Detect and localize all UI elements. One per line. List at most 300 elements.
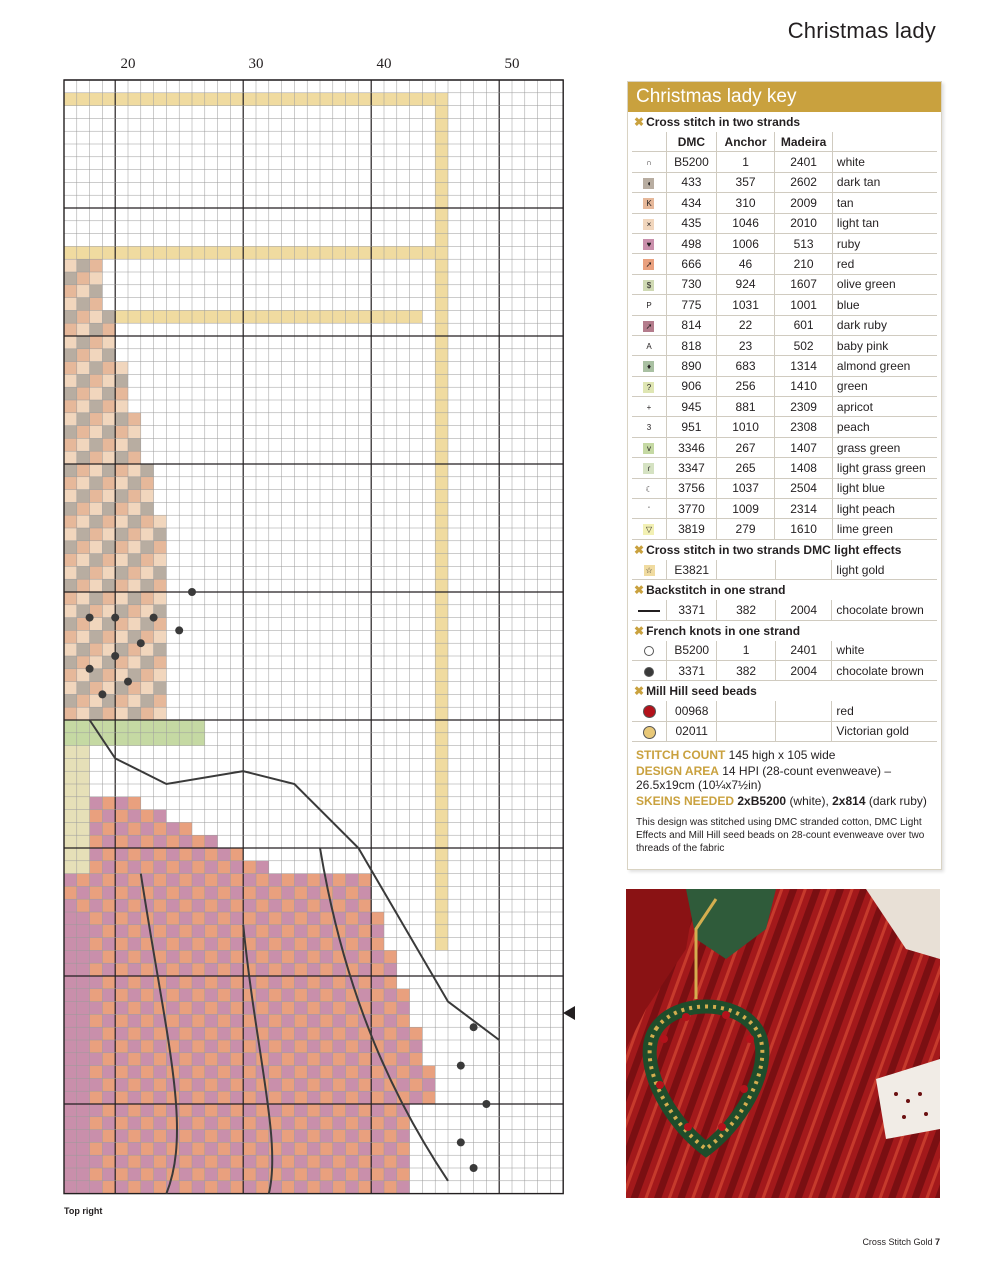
stitch-cell xyxy=(294,1066,307,1079)
stitch-cell xyxy=(77,323,90,336)
stitch-cell xyxy=(320,1091,333,1104)
stitch-cell xyxy=(282,938,295,951)
stitch-cell xyxy=(307,93,320,106)
stitch-cell xyxy=(192,1181,205,1194)
stitch-cell xyxy=(90,374,103,387)
french-knot xyxy=(86,614,94,622)
stitch-cell xyxy=(243,899,256,912)
stitch-cell xyxy=(102,1117,115,1130)
stitch-cell xyxy=(64,733,77,746)
stitch-cell xyxy=(102,310,115,323)
stitch-cell xyxy=(320,989,333,1002)
stitch-cell xyxy=(205,1104,218,1117)
stitch-cell xyxy=(307,1040,320,1053)
stitch-cell xyxy=(77,259,90,272)
design-area-value: 14 HPI (28-count evenweave) – 26.5x19cm (10¼x7½in) xyxy=(636,764,892,793)
stitch-cell xyxy=(192,1091,205,1104)
stitch-cell xyxy=(333,1142,346,1155)
stitched-photo xyxy=(626,889,940,1198)
stitch-cell xyxy=(77,963,90,976)
french-knot xyxy=(111,614,119,622)
thread-name: green xyxy=(832,376,937,396)
stitch-cell xyxy=(230,848,243,861)
stitch-cell xyxy=(90,464,103,477)
stitch-cell xyxy=(64,592,77,605)
stitch-cell xyxy=(192,925,205,938)
stitch-cell xyxy=(435,554,448,567)
stitch-cell xyxy=(77,515,90,528)
stitch-cell xyxy=(115,1066,128,1079)
stitch-cell xyxy=(102,349,115,362)
stitch-cell xyxy=(243,246,256,259)
key-row xyxy=(632,233,937,253)
stitch-cell xyxy=(154,886,167,899)
stitch-cell xyxy=(192,938,205,951)
stitch-cell xyxy=(102,400,115,413)
stitch-cell xyxy=(192,1168,205,1181)
key-row xyxy=(632,335,937,355)
stitch-cell xyxy=(435,182,448,195)
stitch-cell xyxy=(218,1002,231,1015)
stitch-cell xyxy=(141,490,154,503)
stitch-cell xyxy=(128,720,141,733)
stitch-cell xyxy=(128,886,141,899)
french-knot xyxy=(137,639,145,647)
stitch-cell xyxy=(64,669,77,682)
symbol-swatch xyxy=(632,315,666,335)
stitch-cell xyxy=(77,720,90,733)
stitch-cell xyxy=(397,246,410,259)
stitch-cell xyxy=(77,733,90,746)
stitch-cell xyxy=(307,1066,320,1079)
stitch-cell xyxy=(346,310,359,323)
stitch-cell xyxy=(166,733,179,746)
stitch-cell xyxy=(154,1130,167,1143)
dmc-code: 945 xyxy=(666,397,716,417)
thread-symbol-icon: ◖ xyxy=(643,178,654,189)
stitch-cell xyxy=(358,899,371,912)
stitch-cell xyxy=(154,1155,167,1168)
stitch-cell xyxy=(77,528,90,541)
stitch-cell xyxy=(397,1002,410,1015)
stitch-cell xyxy=(243,1091,256,1104)
stitch-cell xyxy=(410,1078,423,1091)
bead-icon xyxy=(632,701,667,721)
dmc-code: 3347 xyxy=(666,458,716,478)
stitch-cell xyxy=(243,1168,256,1181)
stitch-cell xyxy=(205,963,218,976)
stitch-cell xyxy=(179,1091,192,1104)
stitch-cell xyxy=(192,1053,205,1066)
stitch-cell xyxy=(192,1130,205,1143)
thread-name: almond green xyxy=(832,356,937,376)
stitch-cell xyxy=(435,464,448,477)
stitch-cell xyxy=(218,1014,231,1027)
stitch-cell xyxy=(435,784,448,797)
stitch-cell xyxy=(230,1066,243,1079)
stitch-cell xyxy=(230,1014,243,1027)
stitch-cell xyxy=(128,746,141,759)
stitch-cell xyxy=(192,976,205,989)
stitch-count-label: STITCH COUNT xyxy=(636,748,726,763)
stitch-cell xyxy=(346,912,359,925)
stitch-cell xyxy=(230,1040,243,1053)
stitch-cell xyxy=(179,1104,192,1117)
stitch-cell xyxy=(243,912,256,925)
stitch-cell xyxy=(141,1117,154,1130)
stitch-cell xyxy=(269,1142,282,1155)
stitch-cell xyxy=(269,950,282,963)
stitch-cell xyxy=(346,1040,359,1053)
stitch-cell xyxy=(64,1091,77,1104)
stitch-cell xyxy=(77,438,90,451)
stitch-cell xyxy=(320,963,333,976)
stitch-cell xyxy=(422,1078,435,1091)
stitch-cell xyxy=(77,93,90,106)
stitch-cell xyxy=(243,1130,256,1143)
stitch-cell xyxy=(102,387,115,400)
design-area-label: DESIGN AREA xyxy=(636,764,719,779)
cross-icon: ✖ xyxy=(634,623,645,638)
stitch-cell xyxy=(205,1117,218,1130)
stitch-cell xyxy=(205,976,218,989)
stitch-cell xyxy=(154,707,167,720)
stitch-cell xyxy=(154,758,167,771)
key-row xyxy=(632,152,937,172)
stitch-cell xyxy=(371,938,384,951)
stitch-cell xyxy=(282,1181,295,1194)
stitch-cell xyxy=(115,925,128,938)
stitch-cell xyxy=(64,746,77,759)
stitch-cell xyxy=(64,349,77,362)
stitch-cell xyxy=(307,976,320,989)
stitch-cell xyxy=(141,1155,154,1168)
french-knot xyxy=(175,626,183,634)
stitch-cell xyxy=(294,1181,307,1194)
key-panel xyxy=(627,81,942,870)
stitch-cell xyxy=(205,925,218,938)
stitch-cell xyxy=(358,246,371,259)
stitch-cell xyxy=(333,1117,346,1130)
stitch-cell xyxy=(269,874,282,887)
stitch-cell xyxy=(397,1117,410,1130)
key-table-backstitch xyxy=(632,600,937,620)
stitch-cell xyxy=(333,1066,346,1079)
stitch-cell xyxy=(154,720,167,733)
stitch-cell xyxy=(243,989,256,1002)
stitch-cell xyxy=(269,1155,282,1168)
stitch-cell xyxy=(90,362,103,375)
stitch-cell xyxy=(128,963,141,976)
stitch-cell xyxy=(102,541,115,554)
stitch-cell xyxy=(218,1078,231,1091)
dmc-code: 498 xyxy=(666,233,716,253)
stitch-cell xyxy=(307,874,320,887)
stitch-cell xyxy=(64,426,77,439)
stitch-cell xyxy=(243,1104,256,1117)
stitch-cell xyxy=(371,925,384,938)
symbol-swatch xyxy=(632,213,666,233)
stitch-cell xyxy=(256,1168,269,1181)
stitch-cell xyxy=(410,1053,423,1066)
stitch-cell xyxy=(102,426,115,439)
stitch-cell xyxy=(166,963,179,976)
stitch-cell xyxy=(346,1078,359,1091)
stitch-count-value: 145 high x 105 wide xyxy=(728,748,836,763)
stitch-cell xyxy=(256,963,269,976)
stitch-cell xyxy=(90,310,103,323)
stitch-cell xyxy=(64,1040,77,1053)
anchor-code: 1046 xyxy=(716,213,774,233)
stitch-cell xyxy=(384,1155,397,1168)
stitch-cell xyxy=(115,528,128,541)
stitch-cell xyxy=(320,925,333,938)
stitch-cell xyxy=(333,1155,346,1168)
stitch-cell xyxy=(320,1040,333,1053)
stitch-cell xyxy=(90,298,103,311)
stitch-cell xyxy=(64,771,77,784)
chart-column-numbers xyxy=(64,56,564,76)
stitch-cell xyxy=(256,1117,269,1130)
stitch-cell xyxy=(64,1053,77,1066)
thread-name: white xyxy=(832,152,937,172)
stitch-cell xyxy=(371,1104,384,1117)
dmc-code: 434 xyxy=(666,193,716,213)
stitch-cell xyxy=(218,246,231,259)
stitch-cell xyxy=(77,630,90,643)
stitch-cell xyxy=(128,989,141,1002)
stitch-cell xyxy=(166,912,179,925)
stitch-cell xyxy=(64,246,77,259)
dmc-code: 3770 xyxy=(666,499,716,519)
stitch-cell xyxy=(141,656,154,669)
stitch-cell xyxy=(435,118,448,131)
stitch-cell xyxy=(77,682,90,695)
stitch-cell xyxy=(230,925,243,938)
stitch-cell xyxy=(320,912,333,925)
stitch-cell xyxy=(205,835,218,848)
stitch-cell xyxy=(320,950,333,963)
stitch-cell xyxy=(77,426,90,439)
key-row xyxy=(632,721,937,741)
stitch-cell xyxy=(358,1053,371,1066)
stitch-cell xyxy=(230,1104,243,1117)
thread-name: light peach xyxy=(832,499,937,519)
stitch-cell xyxy=(435,682,448,695)
stitch-cell xyxy=(77,925,90,938)
stitch-cell xyxy=(435,208,448,221)
stitch-cell xyxy=(90,451,103,464)
stitch-cell xyxy=(102,1014,115,1027)
stitch-cell xyxy=(218,1091,231,1104)
stitch-cell xyxy=(102,848,115,861)
stitch-cell xyxy=(435,822,448,835)
stitch-cell xyxy=(128,1053,141,1066)
stitch-cell xyxy=(179,1040,192,1053)
key-row xyxy=(632,437,937,457)
symbol-swatch xyxy=(632,478,666,498)
madeira-code: 2004 xyxy=(775,660,832,680)
madeira-code: 2309 xyxy=(775,397,833,417)
stitch-cell xyxy=(64,579,77,592)
stitch-cell xyxy=(333,1002,346,1015)
stitch-cell xyxy=(282,1142,295,1155)
stitch-cell xyxy=(102,989,115,1002)
stitch-cell xyxy=(205,912,218,925)
stitch-cell xyxy=(269,912,282,925)
stitch-cell xyxy=(218,1130,231,1143)
stitch-cell xyxy=(64,528,77,541)
stitch-cell xyxy=(243,1117,256,1130)
stitch-cell xyxy=(435,400,448,413)
key-table-effects xyxy=(632,560,937,580)
stitch-cell xyxy=(154,643,167,656)
stitch-cell xyxy=(141,502,154,515)
symbol-swatch xyxy=(632,254,666,274)
french-knot xyxy=(470,1164,478,1172)
stitch-cell xyxy=(64,502,77,515)
thread-name: light gold xyxy=(832,560,937,580)
stitch-cell xyxy=(128,310,141,323)
stitch-cell xyxy=(333,93,346,106)
stitch-cell xyxy=(294,874,307,887)
stitch-cell xyxy=(358,938,371,951)
stitch-cell xyxy=(435,362,448,375)
stitch-cell xyxy=(141,963,154,976)
stitch-cell xyxy=(141,784,154,797)
stitch-cell xyxy=(141,746,154,759)
symbol-swatch xyxy=(632,560,667,580)
stitch-cell xyxy=(205,1040,218,1053)
stitch-cell xyxy=(128,810,141,823)
stitch-cell xyxy=(307,246,320,259)
thread-symbol-icon: ➚ xyxy=(643,321,654,332)
stitch-cell xyxy=(192,1002,205,1015)
stitch-cell xyxy=(256,874,269,887)
stitch-cell xyxy=(128,976,141,989)
stitch-cell xyxy=(307,1117,320,1130)
stitch-cell xyxy=(358,1168,371,1181)
key-row xyxy=(632,172,937,192)
stitch-cell xyxy=(218,1027,231,1040)
thread-name: lime green xyxy=(832,519,937,539)
stitch-cell xyxy=(410,93,423,106)
stitch-cell xyxy=(384,950,397,963)
stitch-cell xyxy=(435,848,448,861)
stitch-cell xyxy=(115,438,128,451)
thread-symbol-icon: ♦ xyxy=(643,361,654,372)
anchor-code: 357 xyxy=(716,172,774,192)
stitch-cell xyxy=(154,899,167,912)
stitch-cell xyxy=(256,1002,269,1015)
stitch-cell xyxy=(154,1142,167,1155)
stitch-cell xyxy=(90,502,103,515)
stitch-cell xyxy=(90,246,103,259)
stitch-cell xyxy=(115,1168,128,1181)
stitch-cell xyxy=(435,541,448,554)
stitch-cell xyxy=(179,1155,192,1168)
stitch-cell xyxy=(102,413,115,426)
stitch-cell xyxy=(384,1091,397,1104)
stitch-cell xyxy=(294,1027,307,1040)
key-row xyxy=(632,519,937,539)
stitch-cell xyxy=(435,746,448,759)
symbol-swatch xyxy=(632,295,666,315)
stitch-cell xyxy=(371,310,384,323)
stitch-cell xyxy=(90,323,103,336)
dmc-code: 3819 xyxy=(666,519,716,539)
stitch-cell xyxy=(307,1130,320,1143)
stitch-cell xyxy=(435,387,448,400)
stitch-cell xyxy=(435,618,448,631)
stitch-cell xyxy=(166,822,179,835)
anchor-code: 1037 xyxy=(716,478,774,498)
stitch-cell xyxy=(64,93,77,106)
stitch-cell xyxy=(269,963,282,976)
stitch-cell xyxy=(115,387,128,400)
stitch-cell xyxy=(192,912,205,925)
stitch-cell xyxy=(128,707,141,720)
stitch-cell xyxy=(179,989,192,1002)
stitch-cell xyxy=(192,950,205,963)
stitch-cell xyxy=(90,1066,103,1079)
stitch-cell xyxy=(358,1078,371,1091)
madeira-code: 2504 xyxy=(775,478,833,498)
stitch-cell xyxy=(333,1181,346,1194)
thread-name: red xyxy=(832,254,937,274)
stitch-cell xyxy=(243,1142,256,1155)
stitch-cell xyxy=(435,810,448,823)
stitch-cell xyxy=(141,1181,154,1194)
french-knot xyxy=(188,588,196,596)
stitch-cell xyxy=(179,899,192,912)
stitch-cell xyxy=(102,1168,115,1181)
stitch-cell xyxy=(77,643,90,656)
key-row xyxy=(632,458,937,478)
stitch-cell xyxy=(64,618,77,631)
stitch-cell xyxy=(282,1091,295,1104)
stitch-cell xyxy=(346,1168,359,1181)
stitch-cell xyxy=(154,1104,167,1117)
stitch-cell xyxy=(154,1117,167,1130)
stitch-cell xyxy=(102,1104,115,1117)
stitch-cell xyxy=(102,861,115,874)
stitch-cell xyxy=(179,861,192,874)
stitch-cell xyxy=(320,886,333,899)
stitch-cell xyxy=(371,989,384,1002)
stitch-cell xyxy=(166,1014,179,1027)
stitch-cell xyxy=(269,1002,282,1015)
stitch-cell xyxy=(90,285,103,298)
french-knot xyxy=(124,678,132,686)
stitch-cell xyxy=(384,1104,397,1117)
stitch-cell xyxy=(294,912,307,925)
stitch-cell xyxy=(90,810,103,823)
stitch-cell xyxy=(179,1078,192,1091)
stitch-cell xyxy=(435,170,448,183)
skeins-label: SKEINS NEEDED xyxy=(636,794,735,809)
thread-name: dark ruby xyxy=(832,315,937,335)
stitch-cell xyxy=(90,1091,103,1104)
stitch-cell xyxy=(307,1155,320,1168)
stitch-cell xyxy=(358,1104,371,1117)
stitch-cell xyxy=(64,490,77,503)
stitch-cell xyxy=(90,1104,103,1117)
stitch-cell xyxy=(115,502,128,515)
stitch-cell xyxy=(179,912,192,925)
stitch-cell xyxy=(256,1104,269,1117)
stitch-cell xyxy=(64,605,77,618)
